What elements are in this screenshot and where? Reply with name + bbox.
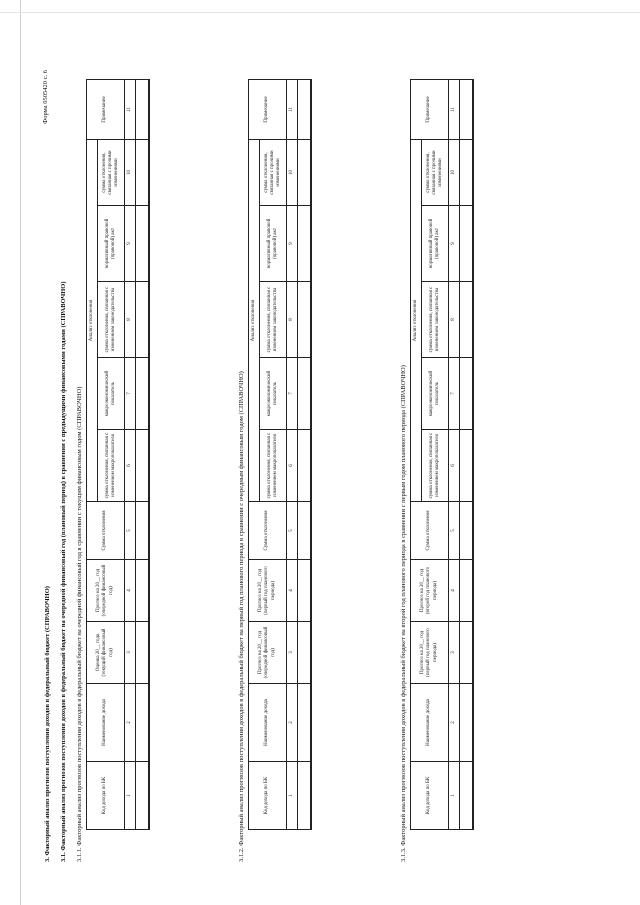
header-col4: Прогноз на 20__ год (первый год планового периода) bbox=[249, 560, 287, 622]
table-cell bbox=[460, 206, 474, 282]
table-caption-3-1-3: 3.1.3. Факторный анализ прогнозов поступления доходов в федеральный бюджет на второй год планового периода в сравнении с первым годом планового периода (СПРАВОЧНО) bbox=[400, 365, 407, 862]
header-col9: нормативный правовой (правовой) акт bbox=[422, 206, 449, 282]
col-number: 6 bbox=[449, 430, 460, 502]
col-number: 3 bbox=[125, 622, 136, 684]
col-number: 5 bbox=[125, 502, 136, 560]
table-cell bbox=[298, 139, 312, 205]
table-cell bbox=[136, 358, 150, 430]
header-name: Наименование дохода bbox=[87, 684, 125, 762]
header-col11: Примечание bbox=[411, 79, 449, 139]
table-cell bbox=[460, 502, 474, 560]
col-number: 1 bbox=[125, 762, 136, 830]
header-col9: нормативный правовой (правовой) акт bbox=[98, 206, 125, 282]
col-number: 5 bbox=[449, 502, 460, 560]
table-cell bbox=[298, 206, 312, 282]
table-caption-3-1-1: 3.1.1. Факторный анализ прогнозов поступления доходов в федеральный бюджет на очередной финансовый год в сравнении с текущим финансовым годом (СПРАВОЧНО) bbox=[76, 386, 83, 862]
table-cell bbox=[298, 622, 312, 684]
col-number: 7 bbox=[449, 358, 460, 430]
form-code: Форма 0505420 с. 6 bbox=[42, 70, 49, 124]
col-number: 10 bbox=[449, 139, 460, 205]
col-number: 11 bbox=[449, 79, 460, 139]
table-cell bbox=[298, 560, 312, 622]
factor-table-3-1-3 bbox=[410, 79, 474, 830]
table-cell bbox=[460, 430, 474, 502]
table-cell bbox=[136, 684, 150, 762]
header-col4: Прогноз на 20__ год (очередной финансовый год) bbox=[87, 560, 125, 622]
table-cell bbox=[136, 430, 150, 502]
table-caption-3-1-2: 3.1.2. Факторный анализ прогнозов поступления доходов в федеральный бюджет на первый год планового периода в сравнении с очередным финансовым годом (СПРАВОЧНО) bbox=[238, 371, 245, 862]
table-cell bbox=[298, 79, 312, 139]
col-number: 8 bbox=[125, 282, 136, 358]
col-number: 8 bbox=[449, 282, 460, 358]
col-number: 9 bbox=[287, 206, 298, 282]
table-cell bbox=[136, 282, 150, 358]
scan-edge-top bbox=[0, 12, 640, 13]
header-col7: макроэкономический показатель bbox=[98, 358, 125, 430]
table-cell bbox=[460, 139, 474, 205]
col-number: 4 bbox=[287, 560, 298, 622]
col-number: 8 bbox=[287, 282, 298, 358]
table-cell bbox=[460, 560, 474, 622]
col-number: 3 bbox=[449, 622, 460, 684]
header-name: Наименование дохода bbox=[249, 684, 287, 762]
header-code: Код дохода по БК bbox=[411, 762, 449, 830]
col-number: 1 bbox=[449, 762, 460, 830]
header-col4: Прогноз на 20__ год (второй год планового периода) bbox=[411, 560, 449, 622]
header-col3: Прогноз на 20__ год (первый год планового периода) bbox=[411, 622, 449, 684]
col-number: 10 bbox=[125, 139, 136, 205]
table-cell bbox=[460, 622, 474, 684]
table-cell bbox=[136, 560, 150, 622]
table-cell bbox=[298, 684, 312, 762]
rotated-form-page bbox=[38, 62, 618, 862]
col-number: 5 bbox=[287, 502, 298, 560]
col-number: 6 bbox=[287, 430, 298, 502]
scan-edge-left bbox=[20, 0, 21, 905]
table-cell bbox=[298, 282, 312, 358]
table-cell bbox=[298, 762, 312, 830]
header-col6: сумма отклонения, связанная с изменением макропоказателя bbox=[422, 430, 449, 502]
header-col8: сумма отклонения, связанная с изменением законодательства bbox=[422, 282, 449, 358]
header-analysis: Анализ отклонения bbox=[411, 139, 422, 501]
table-cell bbox=[136, 139, 150, 205]
table-cell bbox=[136, 502, 150, 560]
col-number: 6 bbox=[125, 430, 136, 502]
col-number: 11 bbox=[125, 79, 136, 139]
header-col10: сумма отклонения, связанная с прочими изменениями bbox=[422, 139, 449, 205]
header-col10: сумма отклонения, связанная с прочими изменениями bbox=[260, 139, 287, 205]
header-col7: макроэкономический показатель bbox=[260, 358, 287, 430]
col-number: 10 bbox=[287, 139, 298, 205]
col-number: 1 bbox=[287, 762, 298, 830]
header-col6: сумма отклонения, связанная с изменением макропоказателя bbox=[260, 430, 287, 502]
header-col5: Сумма отклонения bbox=[87, 502, 125, 560]
table-cell bbox=[460, 358, 474, 430]
header-analysis: Анализ отклонения bbox=[87, 139, 98, 501]
header-col5: Сумма отклонения bbox=[411, 502, 449, 560]
col-number: 3 bbox=[287, 622, 298, 684]
header-analysis: Анализ отклонения bbox=[249, 139, 260, 501]
table-cell bbox=[460, 79, 474, 139]
col-number: 2 bbox=[287, 684, 298, 762]
table-cell bbox=[136, 762, 150, 830]
table-cell bbox=[298, 358, 312, 430]
header-col9: нормативный правовой (правовой) акт bbox=[260, 206, 287, 282]
table-cell bbox=[136, 79, 150, 139]
header-col11: Примечание bbox=[87, 79, 125, 139]
col-number: 2 bbox=[125, 684, 136, 762]
table-cell bbox=[460, 684, 474, 762]
col-number: 4 bbox=[449, 560, 460, 622]
header-col5: Сумма отклонения bbox=[249, 502, 287, 560]
subsection-title: 3.1. Факторный анализ прогнозов поступления доходов в федеральный бюджет на очередной финансовый год (плановый период) в сравнении с предыдущими финансовыми годами (СПРАВОЧНО) bbox=[60, 281, 67, 862]
factor-table-3-1-2 bbox=[248, 79, 312, 830]
table-cell bbox=[460, 762, 474, 830]
col-number: 4 bbox=[125, 560, 136, 622]
header-col8: сумма отклонения, связанная с изменением законодательства bbox=[98, 282, 125, 358]
table-cell bbox=[136, 206, 150, 282]
header-col11: Примечание bbox=[249, 79, 287, 139]
table-cell bbox=[298, 430, 312, 502]
col-number: 9 bbox=[449, 206, 460, 282]
factor-table-3-1-1 bbox=[86, 79, 150, 830]
header-col3: Оценка 20__ года (текущий финансовый год) bbox=[87, 622, 125, 684]
header-code: Код дохода по БК bbox=[87, 762, 125, 830]
header-col10: сумма отклонения, связанная с прочими изменениями bbox=[98, 139, 125, 205]
col-number: 7 bbox=[125, 358, 136, 430]
col-number: 7 bbox=[287, 358, 298, 430]
header-name: Наименование дохода bbox=[411, 684, 449, 762]
header-col6: сумма отклонения, связанная с изменением макропоказателя bbox=[98, 430, 125, 502]
table-cell bbox=[298, 502, 312, 560]
header-col3: Прогноз на 20__ год (очередной финансовый год) bbox=[249, 622, 287, 684]
col-number: 2 bbox=[449, 684, 460, 762]
header-col7: макроэкономический показатель bbox=[422, 358, 449, 430]
header-col8: сумма отклонения, связанная с изменением законодательства bbox=[260, 282, 287, 358]
table-cell bbox=[460, 282, 474, 358]
header-code: Код дохода по БК bbox=[249, 762, 287, 830]
col-number: 9 bbox=[125, 206, 136, 282]
section-title: 3. Факторный анализ прогнозов поступления доходов в федеральный бюджет (СПРАВОЧНО) bbox=[44, 586, 51, 862]
col-number: 11 bbox=[287, 79, 298, 139]
table-cell bbox=[136, 622, 150, 684]
